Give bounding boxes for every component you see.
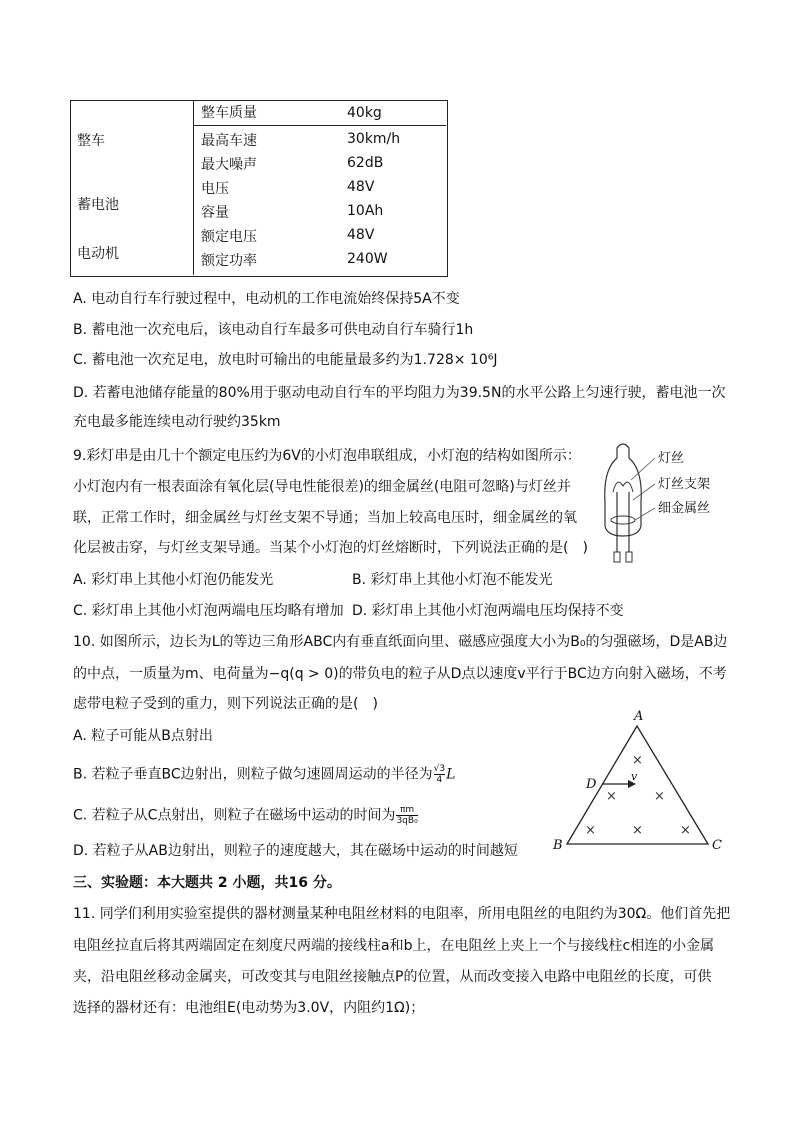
table-cell: 容量 (201, 205, 229, 221)
q10-stem: 虑带电粒子受到的重力，则下列说法正确的是( ) (73, 696, 378, 712)
q11-stem: 11. 同学们利用实验室提供的器材测量某种电阻丝材料的电阻率，所用电阻丝的电阻约为30Ω。他们首先把 (73, 906, 731, 922)
spec-table (70, 100, 448, 277)
field-cross: × (632, 753, 643, 768)
fraction-numerator: √3 (433, 764, 446, 774)
table-group-label: 蓄电池 (77, 197, 119, 213)
table-divider (193, 100, 194, 275)
q9-option-c: C. 彩灯串上其他小灯泡两端电压均略有增加 (73, 603, 344, 619)
q9-option-b: B. 彩灯串上其他小灯泡不能发光 (352, 572, 553, 588)
q10-option-b-fraction (434, 764, 445, 785)
q10-option-d: D. 若粒子从AB边射出，则粒子的速度越大，其在磁场中运动的时间越短 (73, 843, 518, 859)
label-a: A (634, 709, 644, 724)
q8-option-b: B. 蓄电池一次充电后，该电动自行车最多可供电动自行车骑行1h (73, 322, 474, 338)
table-group-label: 整车 (77, 133, 105, 149)
table-cell: 48V (347, 179, 375, 195)
table-cell: 48V (347, 227, 375, 243)
q10-option-b-unit: L (446, 766, 456, 783)
table-cell: 最高车速 (201, 133, 257, 149)
table-divider (193, 125, 446, 126)
q10-option-b (73, 764, 455, 785)
bulb-label-support: 灯丝支架 (658, 477, 711, 492)
table-cell: 30km/h (347, 131, 401, 147)
q11-stem: 选择的器材还有：电池组E(电动势为3.0V，内阻约1Ω)； (73, 1000, 425, 1016)
q8-option-d: D. 若蓄电池储存能量的80%用于驱动电动自行车的平均阻力为39.5N的水平公路上匀速行驶，蓄电池一次 (73, 385, 726, 401)
bulb-label-filament: 灯丝 (658, 451, 685, 466)
q8-option-d-cont: 充电最多能连续电动行驶约35km (73, 414, 281, 430)
field-cross: × (585, 823, 596, 838)
q10-option-c (73, 805, 419, 826)
table-group-label: 电动机 (77, 246, 119, 262)
table-cell: 电压 (201, 181, 229, 197)
table-cell: 额定功率 (201, 253, 257, 269)
q9-stem: 联，正常工作时，细金属丝与灯丝支架不导通；当加上较高电压时，细金属丝的氧 (73, 510, 577, 526)
field-cross: × (654, 789, 665, 804)
triangle-figure (548, 706, 728, 851)
q8-option-a: A. 电动自行车行驶过程中，电动机的工作电流始终保持5A不变 (73, 291, 460, 307)
table-cell: 40kg (347, 105, 382, 121)
fraction-numerator: πm (396, 805, 417, 816)
q11-stem: 电阻丝拉直后将其两端固定在刻度尺两端的接线柱a和b上，在电阻丝上夹上一个与接线柱c相连的小金属 (73, 938, 715, 954)
table-cell: 10Ah (347, 203, 384, 219)
label-b: B (553, 838, 563, 851)
field-cross: × (680, 823, 691, 838)
bulb-label-wire: 细金属丝 (658, 501, 711, 516)
label-c: C (712, 838, 722, 851)
fraction-denominator: 4 (436, 775, 443, 785)
fraction-denominator: 3qB₀ (396, 816, 418, 826)
table-cell: 最大噪声 (201, 157, 257, 173)
q10-option-a: A. 粒子可能从B点射出 (73, 728, 213, 744)
q8-option-c: C. 蓄电池一次充足电，放电时可输出的电能量最多约为1.728× 10⁶J (73, 352, 498, 368)
q10-stem: 10. 如图所示，边长为L的等边三角形ABC内有垂直纸面向里、磁感应强度大小为B₀的匀强磁场，D是AB边 (73, 634, 728, 650)
label-v: v (631, 770, 638, 783)
bulb-figure (595, 440, 725, 570)
table-cell: 240W (347, 251, 388, 267)
q10-option-c-text: C. 若粒子从C点射出，则粒子在磁场中运动的时间为 (73, 807, 396, 824)
field-cross: × (632, 823, 643, 838)
table-cell: 整车质量 (201, 105, 257, 121)
label-d: D (586, 777, 597, 792)
section-heading: 三、实验题：本大题共 2 小题，共16 分。 (73, 875, 341, 891)
table-cell: 62dB (347, 155, 384, 171)
q9-option-a: A. 彩灯串上其他小灯泡仍能发光 (73, 572, 274, 588)
q9-option-d: D. 彩灯串上其他小灯泡两端电压均保持不变 (352, 603, 624, 619)
q9-stem: 9.彩灯串是由几十个额定电压约为6V的小灯泡串联组成，小灯泡的结构如图所示： (73, 448, 581, 464)
q9-stem: 化层被击穿，与灯丝支架导通。当某个小灯泡的灯丝熔断时，下列说法正确的是( ) (73, 540, 588, 556)
q10-stem: 的中点，一质量为m、电荷量为−q(q > 0)的带负电的粒子从D点以速度v平行于BC边方向射入磁场，不考 (73, 666, 727, 682)
q9-stem: 小灯泡内有一根表面涂有氧化层(导电性能很差)的细金属丝(电阻可忽略)与灯丝并 (73, 479, 571, 495)
table-cell: 额定电压 (201, 229, 257, 245)
q11-stem: 夹，沿电阻丝移动金属夹，可改变其与电阻丝接触点P的位置，从而改变接入电路中电阻丝的长度，可供 (73, 969, 712, 985)
q10-option-b-text: B. 若粒子垂直BC边射出，则粒子做匀速圆周运动的半径为 (73, 766, 433, 783)
q10-option-c-fraction (396, 805, 417, 826)
field-cross: × (606, 789, 617, 804)
